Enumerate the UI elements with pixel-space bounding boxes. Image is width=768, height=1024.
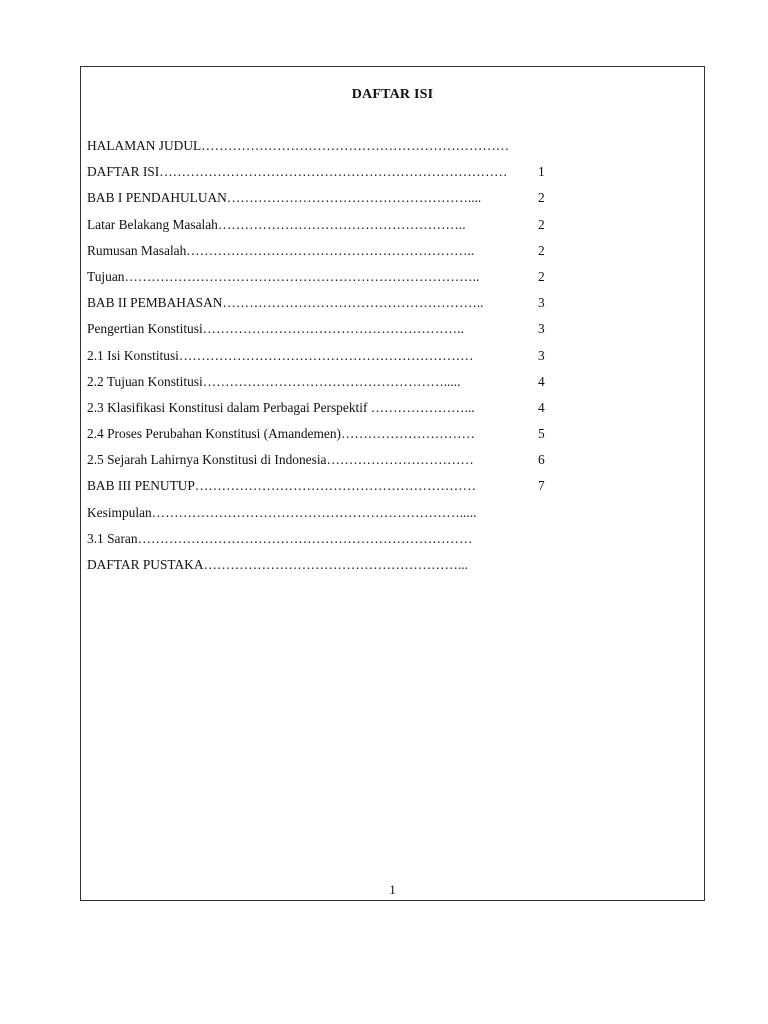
toc-entry-page: 2 <box>538 190 545 206</box>
toc-entry-bab-1 <box>87 189 687 215</box>
toc-entry-3-1 <box>87 530 687 556</box>
toc-entry-text: Pengertian Konstitusi………………………………………………….. <box>87 321 464 337</box>
toc-entry-2-2 <box>87 373 687 399</box>
toc-entry-text: Rumusan Masalah……………………………………………………….. <box>87 242 475 258</box>
toc-entry-text: 2.4 Proses Perubahan Konstitusi (Amandemen)………………………… <box>87 426 475 442</box>
toc-entry-page: 2 <box>538 242 545 258</box>
toc-entry-2-5 <box>87 451 687 477</box>
toc-entry-halaman-judul <box>87 137 687 163</box>
toc-entry-kesimpulan <box>87 504 687 530</box>
toc-entry-bab-3 <box>87 477 687 503</box>
toc-entry-page: 2 <box>538 268 545 284</box>
toc-entry-daftar-isi <box>87 163 687 189</box>
toc-entry-text: BAB I PENDAHULUAN……………………………………………….... <box>87 190 482 206</box>
toc-entry-page: 3 <box>538 347 545 363</box>
toc-entry-text: DAFTAR ISI…………………………………………………………………… <box>87 164 508 180</box>
page-number: 1 <box>389 882 396 897</box>
toc-entry-text: Tujuan…………………………………………………………………….. <box>87 268 480 284</box>
toc-entry-page: 5 <box>538 426 545 442</box>
toc-entry-2-4 <box>87 425 687 451</box>
toc-entry-page: 4 <box>538 373 545 389</box>
toc-entry-text: 2.2 Tujuan Konstitusi………………………………………………..... <box>87 373 461 389</box>
toc-entry-text: Latar Belakang Masalah……………………………………………….. <box>87 216 466 232</box>
toc-entry-text: 2.3 Klasifikasi Konstitusi dalam Perbagai Perspektif …………………... <box>87 399 475 415</box>
toc-entry-daftar-pustaka <box>87 556 687 582</box>
toc-entry-page: 1 <box>538 164 545 180</box>
toc-entry-text: BAB III PENUTUP……………………………………………………… <box>87 478 477 494</box>
document-page <box>80 66 705 901</box>
toc-entry-page: 2 <box>538 216 545 232</box>
toc-entry-text: BAB II PEMBAHASAN………………………………………………….. <box>87 295 484 311</box>
toc-entry-2-3 <box>87 399 687 425</box>
toc-entry-tujuan <box>87 268 687 294</box>
toc-entry-page: 6 <box>538 452 545 468</box>
toc-entry-text: 3.1 Saran………………………………………………………………… <box>87 530 473 546</box>
toc-entry-pengertian-konstitusi <box>87 320 687 346</box>
toc-entry-page: 4 <box>538 399 545 415</box>
toc-entry-page: 3 <box>538 295 545 311</box>
toc-entry-page: 3 <box>538 321 545 337</box>
toc-entry-text: 2.5 Sejarah Lahirnya Konstitusi di Indonesia…………………………… <box>87 452 474 468</box>
toc-entry-latar-belakang <box>87 216 687 242</box>
document-title: DAFTAR ISI <box>351 87 434 102</box>
toc-entry-text: DAFTAR PUSTAKA…………………………………………………... <box>87 557 468 572</box>
toc-entry-text: Kesimpulan……………………………………………………………..... <box>87 504 477 520</box>
toc-entry-text: 2.1 Isi Konstitusi………………………………………………………… <box>87 347 474 363</box>
toc-entry-text: HALAMAN JUDUL…………………………………………………………… <box>87 138 510 153</box>
toc-entry-page: 7 <box>538 478 545 494</box>
toc-entry-bab-2 <box>87 294 687 320</box>
table-of-contents <box>87 137 687 582</box>
toc-entry-2-1 <box>87 347 687 373</box>
toc-entry-rumusan-masalah <box>87 242 687 268</box>
